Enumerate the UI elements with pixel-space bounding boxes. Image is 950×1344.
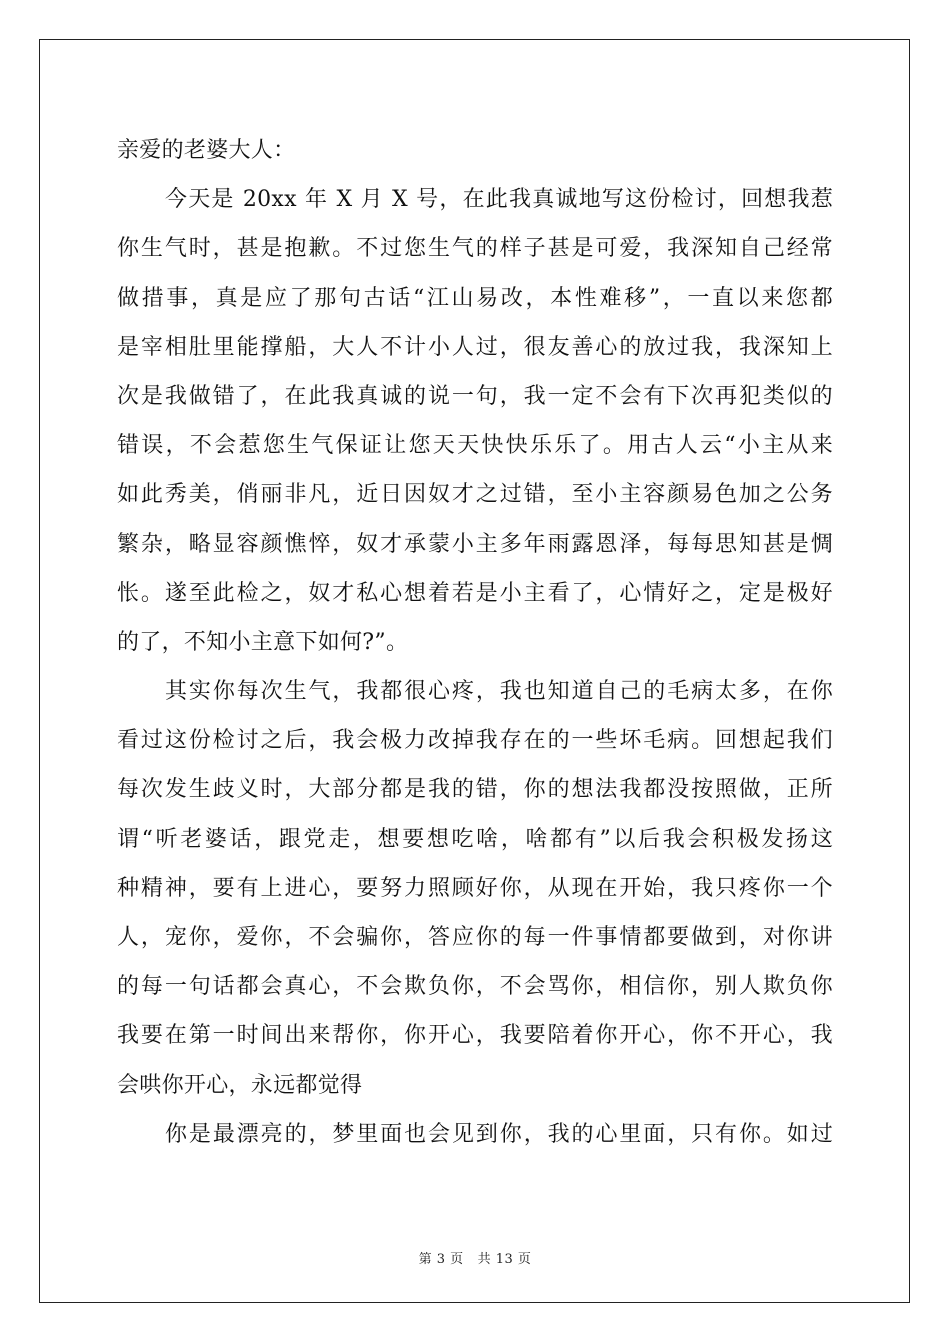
- paragraph-3-line: 你是最漂亮的，梦里面也会见到你，我的心里面，只有你。如过: [165, 1121, 833, 1147]
- paragraph-1-line: 如此秀美，俏丽非凡，近日因奴才之过错，至小主容颜易色加之公务: [117, 482, 833, 508]
- paragraph-2-line: 谓“听老婆话，跟党走，想要想吃啥，啥都有”以后我会积极发扬这: [117, 826, 833, 852]
- paragraph-1-line: 怅。遂至此检之，奴才私心想着若是小主看了，心情好之，定是极好: [117, 580, 833, 606]
- paragraph-2-line: 我要在第一时间出来帮你，你开心，我要陪着你开心，你不开心，我: [117, 1023, 833, 1049]
- paragraph-2-line: 会哄你开心，永远都觉得: [117, 1072, 363, 1098]
- paragraph-1-line: 今天是 20xx 年 X 月 X 号，在此我真诚地写这份检讨，回想我惹: [165, 187, 833, 213]
- page-number: 第 3 页: [418, 1252, 464, 1267]
- paragraph-2-line: 看过这份检讨之后，我会极力改掉我存在的一些坏毛病。回想起我们: [117, 728, 833, 754]
- paragraph-1-line: 做措事，真是应了那句古话“江山易改，本性难移”，一直以来您都: [117, 285, 833, 311]
- paragraph-2-line: 的每一句话都会真心，不会欺负你，不会骂你，相信你，别人欺负你: [117, 974, 833, 1000]
- page-footer: [0, 1248, 950, 1267]
- paragraph-2-line: 每次发生歧义时，大部分都是我的错，你的想法我都没按照做，正所: [117, 777, 833, 803]
- paragraph-1-line: 次是我做错了，在此我真诚的说一句，我一定不会有下次再犯类似的: [117, 383, 833, 409]
- paragraph-1-line: 你生气时，甚是抱歉。不过您生气的样子甚是可爱，我深知自己经常: [117, 236, 833, 262]
- paragraph-2-line: 其实你每次生气，我都很心疼，我也知道自己的毛病太多，在你: [165, 679, 833, 705]
- paragraph-1-line: 错误，不会惹您生气保证让您天天快快乐乐了。用古人云“小主从来: [117, 433, 833, 459]
- paragraph-1-line: 是宰相肚里能撑船，大人不计小人过，很友善心的放过我，我深知上: [117, 334, 833, 360]
- page-total: 共 13 页: [477, 1252, 532, 1267]
- paragraph-2-line: 人，宠你，爱你，不会骗你，答应你的每一件事情都要做到，对你讲: [117, 925, 833, 950]
- greeting-line: 亲爱的老婆大人：: [117, 138, 296, 163]
- paragraph-1-line: 繁杂，略显容颜憔悴，奴才承蒙小主多年雨露恩泽，每每思知甚是惆: [117, 531, 833, 557]
- paragraph-1-line: 的了，不知小主意下如何?”。: [117, 629, 409, 655]
- document-body: [117, 126, 833, 1159]
- paragraph-2-line: 种精神，要有上进心，要努力照顾好你，从现在开始，我只疼你一个: [117, 875, 833, 901]
